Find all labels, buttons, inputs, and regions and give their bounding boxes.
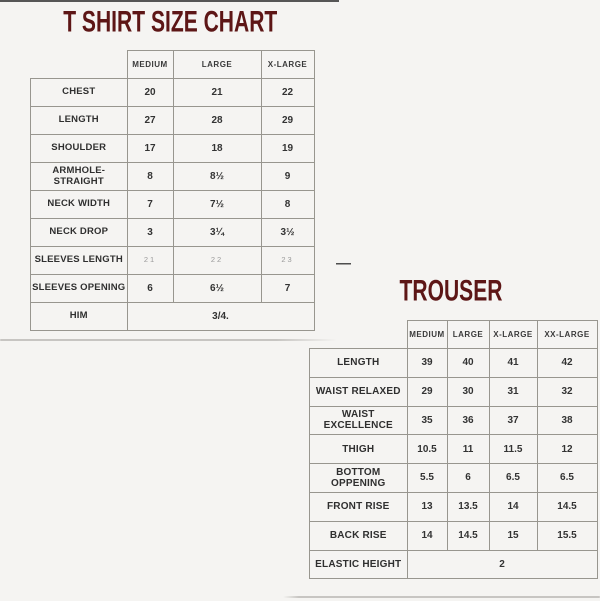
size-value-cell: 13.5	[447, 492, 489, 521]
tshirt-size-table	[30, 50, 315, 331]
size-value-cell: 11	[447, 435, 489, 464]
size-value-cell: 20	[127, 79, 173, 107]
measurement-row	[31, 275, 315, 303]
merged-value-cell: 2	[407, 550, 597, 579]
size-column-header: MEDIUM	[127, 51, 173, 79]
measurement-label: WAIST EXCELLENCE	[310, 406, 408, 435]
measurement-label: SHOULDER	[31, 135, 128, 163]
size-value-cell: 3	[127, 219, 173, 247]
tshirt-size-table-header	[31, 51, 315, 79]
size-value-cell: 7	[261, 275, 314, 303]
measurement-label: WAIST RELAXED	[310, 377, 408, 406]
size-value-cell: 8	[261, 191, 314, 219]
trouser-chart-title	[309, 274, 593, 308]
measurement-row	[310, 349, 598, 378]
merged-value-cell: 3/4.	[127, 303, 314, 331]
photo-seam-bottom-line	[283, 596, 600, 598]
separator-dash: —	[336, 255, 351, 272]
size-value-cell: 23	[261, 247, 314, 275]
size-value-cell: 9	[261, 163, 314, 191]
tshirt-size-table-body	[31, 79, 315, 331]
size-value-cell: 3½	[261, 219, 314, 247]
size-header-row	[31, 51, 315, 79]
size-value-cell: 6.5	[489, 464, 537, 493]
size-column-header: X-LARGE	[489, 321, 537, 349]
measurement-label: SLEEVES OPENING	[31, 275, 128, 303]
size-value-cell: 14	[407, 521, 447, 550]
measurement-label: LENGTH	[310, 349, 408, 378]
size-value-cell: 6.5	[537, 464, 597, 493]
size-value-cell: 35	[407, 406, 447, 435]
size-value-cell: 36	[447, 406, 489, 435]
measurement-row	[31, 303, 315, 331]
trouser-size-table-header	[310, 321, 598, 349]
size-value-cell: 13	[407, 492, 447, 521]
measurement-label: BACK RISE	[310, 521, 408, 550]
measurement-row	[31, 247, 315, 275]
size-value-cell: 40	[447, 349, 489, 378]
measurement-row	[310, 492, 598, 521]
size-value-cell: 15	[489, 521, 537, 550]
measurement-row	[310, 464, 598, 493]
size-column-header: X-LARGE	[261, 51, 314, 79]
measurement-row	[31, 163, 315, 191]
size-value-cell: 8½	[173, 163, 261, 191]
measurement-row	[310, 550, 598, 579]
measurement-row	[31, 191, 315, 219]
size-value-cell: 6	[447, 464, 489, 493]
size-value-cell: 22	[173, 247, 261, 275]
measurement-row	[310, 435, 598, 464]
size-value-cell: 30	[447, 377, 489, 406]
size-value-cell: 14.5	[447, 521, 489, 550]
trouser-size-table	[309, 320, 598, 579]
size-value-cell: 27	[127, 107, 173, 135]
size-value-cell: 32	[537, 377, 597, 406]
size-value-cell: 7	[127, 191, 173, 219]
size-value-cell: 14.5	[537, 492, 597, 521]
size-value-cell: 19	[261, 135, 314, 163]
size-value-cell: 22	[261, 79, 314, 107]
measurement-label: NECK DROP	[31, 219, 128, 247]
size-value-cell: 31	[489, 377, 537, 406]
measurement-label: FRONT RISE	[310, 492, 408, 521]
size-value-cell: 7½	[173, 191, 261, 219]
measurement-label: THIGH	[310, 435, 408, 464]
size-value-cell: 42	[537, 349, 597, 378]
measurement-row	[310, 521, 598, 550]
measurement-label: LENGTH	[31, 107, 128, 135]
measurement-label: NECK WIDTH	[31, 191, 128, 219]
size-value-cell: 29	[261, 107, 314, 135]
size-value-cell: 29	[407, 377, 447, 406]
measurement-label: HIM	[31, 303, 128, 331]
size-value-cell: 3¼	[173, 219, 261, 247]
trouser-size-table-body	[310, 349, 598, 579]
size-value-cell: 14	[489, 492, 537, 521]
size-value-cell: 10.5	[407, 435, 447, 464]
size-column-header: XX-LARGE	[537, 321, 597, 349]
photo-edge-top-line	[0, 0, 339, 2]
size-value-cell: 37	[489, 406, 537, 435]
header-spacer	[31, 51, 128, 79]
size-value-cell: 41	[489, 349, 537, 378]
size-value-cell: 11.5	[489, 435, 537, 464]
size-value-cell: 5.5	[407, 464, 447, 493]
size-value-cell: 15.5	[537, 521, 597, 550]
measurement-row	[31, 79, 315, 107]
measurement-row	[31, 135, 315, 163]
size-value-cell: 21	[127, 247, 173, 275]
header-spacer	[310, 321, 408, 349]
size-value-cell: 21	[173, 79, 261, 107]
size-value-cell: 17	[127, 135, 173, 163]
trouser-chart-title-text: TROUSER	[399, 274, 503, 308]
size-value-cell: 18	[173, 135, 261, 163]
tshirt-chart-title-text: T SHIRT SIZE CHART	[63, 5, 278, 39]
measurement-row	[31, 107, 315, 135]
measurement-label: ELASTIC HEIGHT	[310, 550, 408, 579]
size-header-row	[310, 321, 598, 349]
tshirt-chart-title	[30, 5, 311, 39]
size-value-cell: 28	[173, 107, 261, 135]
size-column-header: LARGE	[173, 51, 261, 79]
measurement-label: BOTTOM OPPENING	[310, 464, 408, 493]
size-column-header: MEDIUM	[407, 321, 447, 349]
measurement-label: CHEST	[31, 79, 128, 107]
size-value-cell: 38	[537, 406, 597, 435]
size-value-cell: 12	[537, 435, 597, 464]
size-value-cell: 6½	[173, 275, 261, 303]
measurement-row	[31, 219, 315, 247]
size-value-cell: 39	[407, 349, 447, 378]
measurement-label: SLEEVES LENGTH	[31, 247, 128, 275]
size-column-header: LARGE	[447, 321, 489, 349]
measurement-row	[310, 406, 598, 435]
measurement-row	[310, 377, 598, 406]
measurement-label: ARMHOLE-STRAIGHT	[31, 163, 128, 191]
size-value-cell: 8	[127, 163, 173, 191]
photo-seam-middle-line	[0, 339, 337, 341]
size-value-cell: 6	[127, 275, 173, 303]
